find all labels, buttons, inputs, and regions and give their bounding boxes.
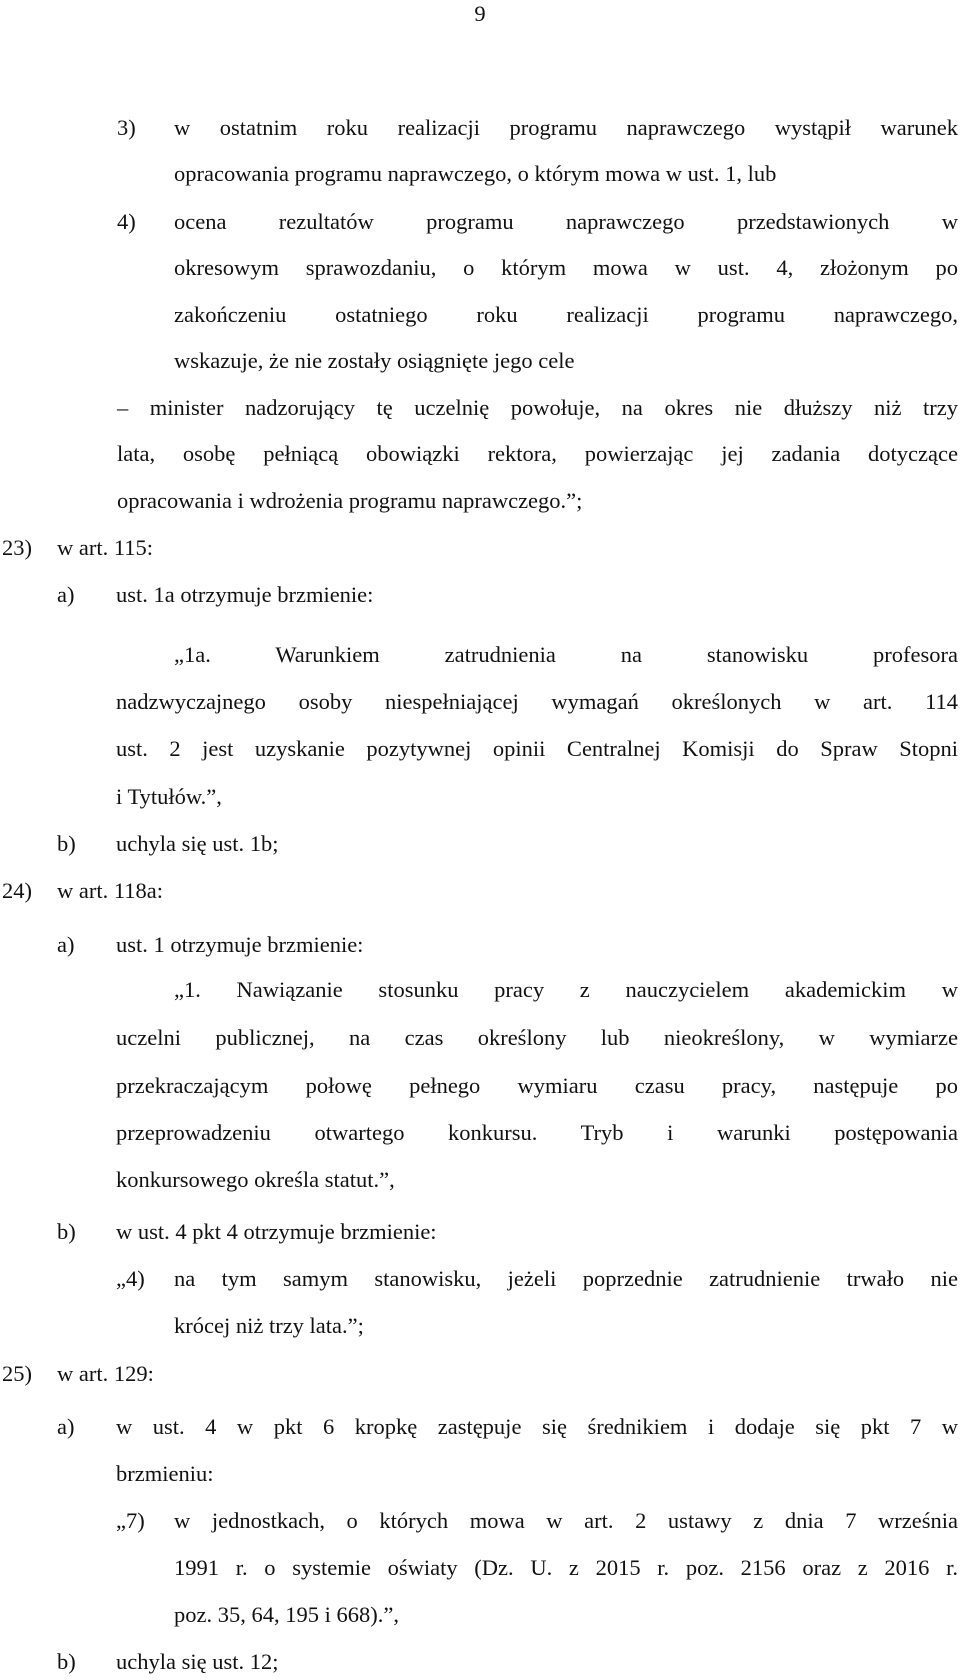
point-23-text: w art. 115: [57,535,154,560]
point-23-quote-line-2: nadzwyczajnego osoby niespełniającej wymagań określonych w art. 114 [116,689,958,714]
point-24-number: 24) [2,878,32,903]
point-25-a-quote-number: „7) [116,1508,145,1533]
point-25-a-quote-line-1: w jednostkach, o których mowa w art. 2 ustawy z dnia 7 września [174,1508,958,1533]
point-24-b-text: w ust. 4 pkt 4 otrzymuje brzmienie: [116,1219,437,1244]
point-23-quote-line-1: „1a. Warunkiem zatrudnienia na stanowisku profesora [174,642,958,667]
point-23-quote-line-3: ust. 2 jest uzyskanie pozytywnej opinii Centralnej Komisji do Spraw Stopni [116,736,958,761]
point-24-text: w art. 118a: [57,878,164,903]
point-25-a-number: a) [57,1414,75,1439]
point-24-quote-line-4: przeprowadzeniu otwartego konkursu. Tryb i warunki postępowania [116,1120,958,1145]
point-24-b-quote-number: „4) [116,1266,145,1291]
item-4-line-2: okresowym sprawozdaniu, o którym mowa w ust. 4, złożonym po [174,255,958,280]
point-25-a-line-1: w ust. 4 w pkt 6 kropkę zastępuje się średnikiem i dodaje się pkt 7 w [116,1414,958,1439]
item-3-line-2: opracowania programu naprawczego, o którym mowa w ust. 1, lub [174,161,777,186]
point-23-b-number: b) [57,831,76,856]
point-24-b-quote-line-2: krócej niż trzy lata.”; [174,1313,364,1338]
point-24-quote-line-1: „1. Nawiązanie stosunku pracy z nauczycielem akademickim w [174,977,958,1002]
item-4-line-1: ocena rezultatów programu naprawczego przedstawionych w [174,209,958,234]
point-24-quote-line-3: przekraczającym połowę pełnego wymiaru czasu pracy, następuje po [116,1073,958,1098]
point-25-a-quote-line-3: poz. 35, 64, 195 i 668).”, [174,1602,399,1627]
point-23-quote-line-4: i Tytułów.”, [116,784,222,809]
item-3-number: 3) [117,115,136,140]
point-23-a-number: a) [57,582,75,607]
point-25-b-number: b) [57,1649,76,1674]
item-4-number: 4) [117,209,136,234]
point-24-a-text: ust. 1 otrzymuje brzmienie: [116,932,364,957]
tail-line-2: lata, osobę pełniącą obowiązki rektora, powierzając jej zadania dotyczące [117,441,958,466]
point-24-quote-line-2: uczelni publicznej, na czas określony lub nieokreślony, w wymiarze [116,1025,958,1050]
tail-line-1: – minister nadzorujący tę uczelnię powołuje, na okres nie dłuższy niż trzy [117,395,958,420]
point-25-b-text: uchyla się ust. 12; [116,1649,279,1674]
point-24-quote-line-5: konkursowego określa statut.”, [116,1167,395,1192]
item-4-line-3: zakończeniu ostatniego roku realizacji programu naprawczego, [174,302,958,327]
point-25-a-line-2: brzmieniu: [116,1461,214,1486]
item-3-line-1: w ostatnim roku realizacji programu naprawczego wystąpił warunek [174,115,958,140]
point-23-b-text: uchyla się ust. 1b; [116,831,279,856]
point-25-a-quote-line-2: 1991 r. o systemie oświaty (Dz. U. z 2015 r. poz. 2156 oraz z 2016 r. [174,1555,958,1580]
point-24-b-number: b) [57,1219,76,1244]
item-4-line-4: wskazuje, że nie zostały osiągnięte jego cele [174,348,575,373]
tail-line-3: opracowania i wdrożenia programu naprawczego.”; [117,488,583,513]
point-23-a-text: ust. 1a otrzymuje brzmienie: [116,582,374,607]
point-23-number: 23) [2,535,32,560]
point-25-number: 25) [2,1361,32,1386]
point-24-a-number: a) [57,932,75,957]
page-number: 9 [474,1,486,26]
point-25-text: w art. 129: [57,1361,154,1386]
point-24-b-quote-line-1: na tym samym stanowisku, jeżeli poprzednie zatrudnienie trwało nie [174,1266,958,1291]
